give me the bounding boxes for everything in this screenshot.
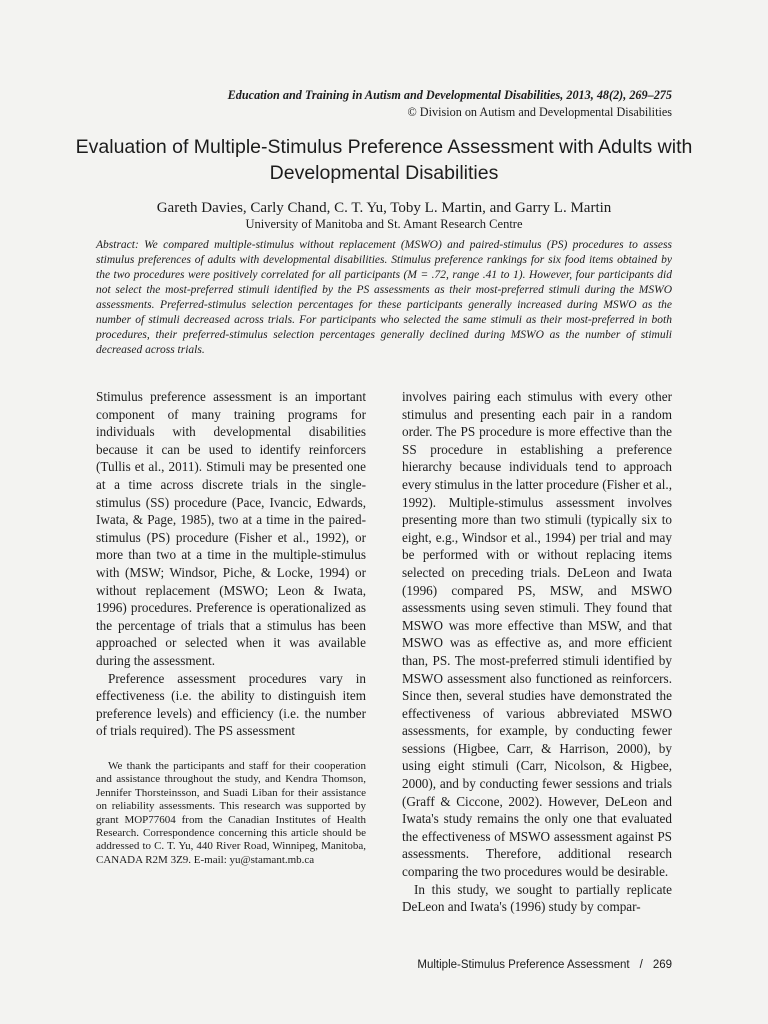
body-column-right bbox=[402, 388, 672, 916]
page-footer bbox=[417, 959, 672, 971]
page-number: 269 bbox=[652, 959, 672, 971]
body-paragraph: involves pairing each stimulus with every other stimulus and presenting each pair in a random order. The PS procedure is more effective than the SS procedure in establishing a preference hierarchy because individuals tend to approach every stimulus in the latter procedure (Fisher et al., 1992). Multiple-stimulus assessment involves presenting more than two stimuli (typically six to eight, e.g., Windsor et al., 1994) per trial and may be performed with or without replacing items selected on preceding trials. DeLeon and Iwata (1996) compared PS, MSW, and MSWO assessments using seven stimuli. They found that MSWO was more effective than MSW, and that MSWO was as effective as, and more efficient than, PS. The most-preferred stimuli identified by MSWO assessment also functioned as reinforcers. Since then, several studies have demonstrated the effectiveness of various abbreviated MSWO assessments, for example, by conducting fewer sessions (Higbee, Carr, & Harrison, 2000), by using eight stimuli (Carr, Nicolson, & Higbee, 2000), and by conducting fewer sessions and trials (Graff & Ciccone, 2002). However, DeLeon and Iwata's study remains the only one that evaluated the effectiveness of MSWO assessment against PS assessments. Therefore, additional research comparing the two procedures would be desirable. bbox=[402, 389, 672, 880]
body-paragraph: In this study, we sought to partially replicate DeLeon and Iwata's (1996) study by compar- bbox=[402, 881, 672, 915]
affiliation: University of Manitoba and St. Amant Research Centre bbox=[245, 217, 523, 231]
acknowledgement-footnote: We thank the participants and staff for their cooperation and assistance throughout the study, and Kendra Thomson, Jennifer Thorsteinsson, and Suadi Liban for their assistance on reliability assessments. This research was supported by grant MOP77604 from the Canadian Institutes of Health Research. Correspondence concerning this article should be addressed to C. T. Yu, 440 River Road, Winnipeg, Manitoba, CANADA R2M 3Z9. E-mail: yu@stamant.mb.ca bbox=[96, 760, 366, 866]
body-paragraph: Stimulus preference assessment is an important component of many training programs for individuals with developmental disabilities because it can be used to identify reinforcers (Tullis et al., 2011). Stimuli may be presented one at a time across discrete trials in the single-stimulus (SS) procedure (Pace, Ivancic, Edwards, Iwata, & Page, 1985), two at a time in the paired-stimulus (PS) procedure (Fisher et al., 1992), or more than two at a time in the multiple-stimulus with (MSW; Windsor, Piche, & Locke, 1994) or without replacement (MSWO; Leon & Iwata, 1996) procedures. Preference is operationalized as the percentage of trials that a stimulus has been approached or selected when it was available during the assessment. bbox=[96, 389, 366, 668]
author-list: Gareth Davies, Carly Chand, C. T. Yu, Toby L. Martin, and Garry L. Martin bbox=[156, 200, 612, 216]
journal-citation: Education and Training in Autism and Developmental Disabilities, 2013, 48(2), 269–275 bbox=[227, 88, 672, 102]
copyright-notice: © Division on Autism and Developmental Disabilities bbox=[407, 105, 672, 119]
footer-separator: / bbox=[639, 959, 643, 971]
body-column-left bbox=[96, 388, 366, 740]
abstract: Abstract: We compared multiple-stimulus without replacement (MSWO) and paired-stimulus (PS) procedures to assess stimulus preferences of adults with developmental disabilities. Stimulus preference rankings for six food items obtained by the two procedures were positively correlated for all participants (M = .72, range .41 to 1). However, four participants did not select the most-preferred stimuli identified by the PS assessments as their most-preferred stimuli during the MSWO assessments. Preferred-stimulus selection percentages for these participants generally increased during MSWO as the number of stimuli decreased across trials. For participants who selected the same stimuli as their most-preferred in both procedures, their preferred-stimulus selection percentages generally declined during MSWO as the number of stimuli decreased across trials. bbox=[96, 239, 672, 356]
running-title: Multiple-Stimulus Preference Assessment bbox=[417, 959, 630, 971]
journal-header bbox=[228, 87, 672, 121]
body-paragraph: Preference assessment procedures vary in effectiveness (i.e. the ability to distinguish item preference levels) and efficiency (i.e. the number of trials required). The PS assessment bbox=[96, 670, 366, 739]
article-title: Evaluation of Multiple-Stimulus Preference Assessment with Adults with Developmental Disabilities bbox=[75, 136, 693, 184]
